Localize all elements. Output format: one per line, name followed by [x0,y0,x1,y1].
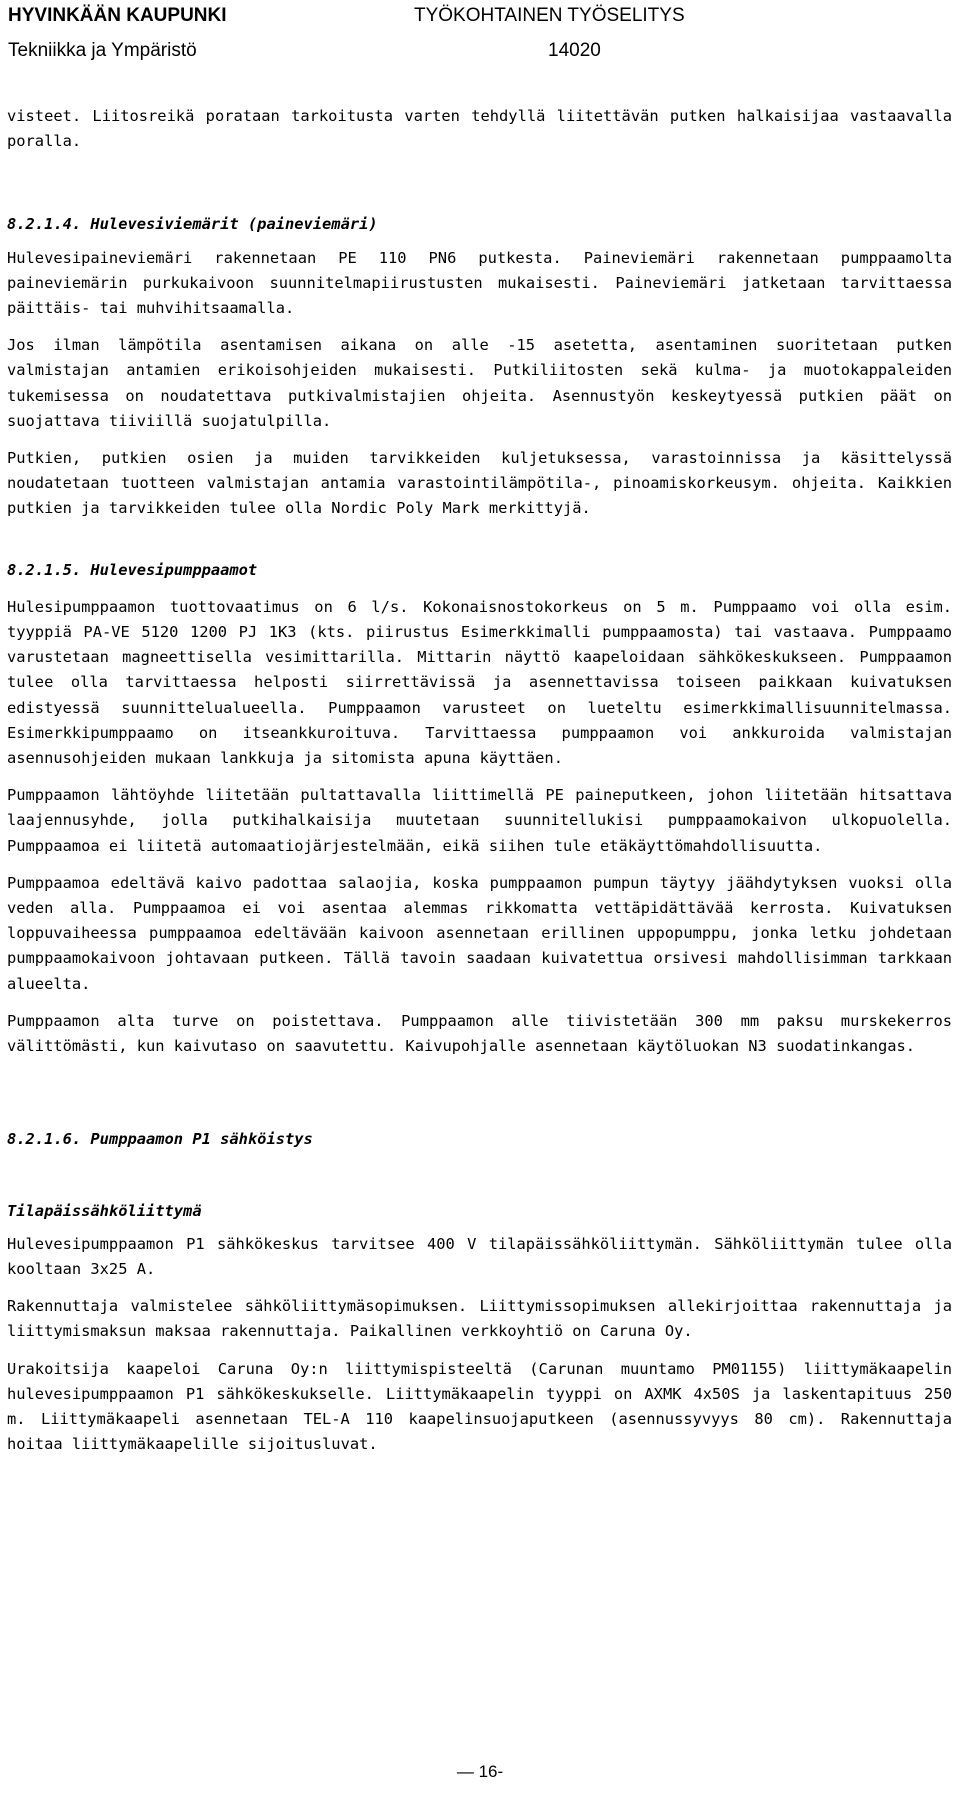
section-heading-8-2-1-5: 8.2.1.5. Hulevesipumppaamot [7,560,258,579]
page-number: — 16- [456,1762,504,1781]
paragraph: Rakennuttaja valmistelee sähköliittymäsopimuksen. Liittymissopimuksen allekirjoittaa rakennuttaja ja liittymismaksun maksaa rakennuttaja. Paikallinen verkkoyhtiö on Caruna Oy. [7,1297,952,1341]
organization-name: HYVINKÄÄN KAUPUNKI [8,5,227,26]
section-heading-8-2-1-6: 8.2.1.6. Pumppaamon P1 sähköistys [7,1130,313,1149]
paragraph: Pumppaamoa edeltävä kaivo padottaa salaojia, koska pumppaamon pumpun täytyy jäähdytyksen vuoksi olla veden alla. Pumppaamoa ei voi asentaa alemmas rikkomatta vettäpidättävää kerrosta. Kuivatuksen loppuvaiheessa pumppaamoa edeltävään kaivoon asennetaan erillinen uppopumppu, jonka letku johdetaan pumppaamokaivoon johtavaan putkeen. Tällä tavoin saadaan kuivatettua orsivesi mahdollisimman tarkkaan alueelta. [7,873,952,993]
department-name: Tekniikka ja Ympäristö [8,40,197,61]
paragraph: Hulevesipaineviemäri rakennetaan PE 110 PN6 putkesta. Paineviemäri rakennetaan pumppaamolta paineviemärin purkukaivoon suunnitelmapiirustusten mukaisesti. Paineviemäri jatketaan tarvittaessa päittäis- tai muhvihitsaamalla. [7,248,952,318]
paragraph: Putkien, putkien osien ja muiden tarvikkeiden kuljetuksessa, varastoinnissa ja käsittelyssä noudatetaan tuotteen valmistajan antamia varastointilämpötila-, pinoamiskorkeusym. ohjeita. Kaikkien putkien ja tarvikkeiden tulee olla Nordic Poly Mark merkittyjä. [7,449,952,518]
document-body [7,104,952,1469]
page-header [0,0,960,70]
subheading-tilapaissahkoliittyma: Tilapäissähköliittymä [7,1201,202,1220]
section-heading-8-2-1-4: 8.2.1.4. Hulevesiviemärit (paineviemäri) [7,215,378,234]
intro-paragraph: visteet. Liitosreikä poratаan tarkoitusta varten tehdyllä liitettävän putken halkaisijaa vastaavalla poralla. [7,107,952,151]
paragraph: Hulesipumppaamon tuottovaatimus on 6 l/s. Kokonaisnostokorkeus on 5 m. Pumppaamo voi olla esim. tyyppiä PA-VE 5120 1200 PJ 1K3 (kts. piirustus Esimerkkimalli pumppaamosta) tai vastaava. Pumppaamo varustetaan magneettisella vesimittarilla. Mittarin näyttö kaapeloidaan sähkökeskukseen. Pumppaamon tulee olla tarvittaessa helposti siirrettävissä ja asennettavissa toiseen paikkaan kuivatuksen edistyessä suunnittelualueella. Pumppaamon varusteet on lueteltu esimerkkimallisuunnitelmassa. Esimerkkipumppaamo on itseankkuroituva. Tarvittaessa pumppaamon voi ankkuroida valmistajan asennusohjeiden mukaan lankkuja ja sitomista apuna käyttäen. [7,597,952,768]
paragraph: Hulevesipumppaamon P1 sähkökeskus tarvitsee 400 V tilapäissähköliittymän. Sähköliittymän tulee olla kooltaan 3x25 A. [7,1234,952,1278]
document-number: 14020 [548,40,601,61]
paragraph: Urakoitsija kaapeloi Caruna Oy:n liittymispisteeltä (Carunan muuntamo PM01155) liittymäkaapelin hulevesipumppaamon P1 sähkökeskukselle. Liittymäkaapelin tyyppi on AXMK 4x50S ja laskentapituus 250 m. Liittymäkaapeli asennetaan TEL-A 110 kaapelinsuojaputkeen (asennussyvyys 80 cm). Rakennuttaja hoitaa liittymäkaapelille sijoitusluvat. [7,1359,952,1454]
paragraph: Jos ilman lämpötila asentamisen aikana on alle -15 asetetta, asentaminen suoritetaan putken valmistajan antamien erikoisohjeiden mukaisesti. Putkiliitosten sekä kulma- ja muotokappaleiden tukemisessa on noudatettava putkivalmistajien ohjeita. Asennustyön keskeytyessä putkien päät on suojattava tiiviillä suojatulpilla. [7,336,952,430]
document-title: TYÖKOHTAINEN TYÖSELITYS [414,5,685,26]
paragraph: Pumppaamon lähtöyhde liitetään pultattavalla liittimellä PE paineputkeen, johon liitetään hitsattava laajennusyhde, jolla putkihalkaisija muutetaan suunnitellukisi pumppaamokaivon ulkopuolella. Pumppaamoa ei liitetä automaatiojärjestelmään, eikä siihen tule etäkäyttömahdollisuutta. [7,786,952,855]
paragraph: Pumppaamon alta turve on poistettava. Pumppaamon alle tiivistetään 300 mm paksu murskekerros välittömästi, kun kaivutaso on saavutettu. Kaivupohjalle asennetaan käytöluokan N3 suodatinkangas. [7,1011,952,1056]
